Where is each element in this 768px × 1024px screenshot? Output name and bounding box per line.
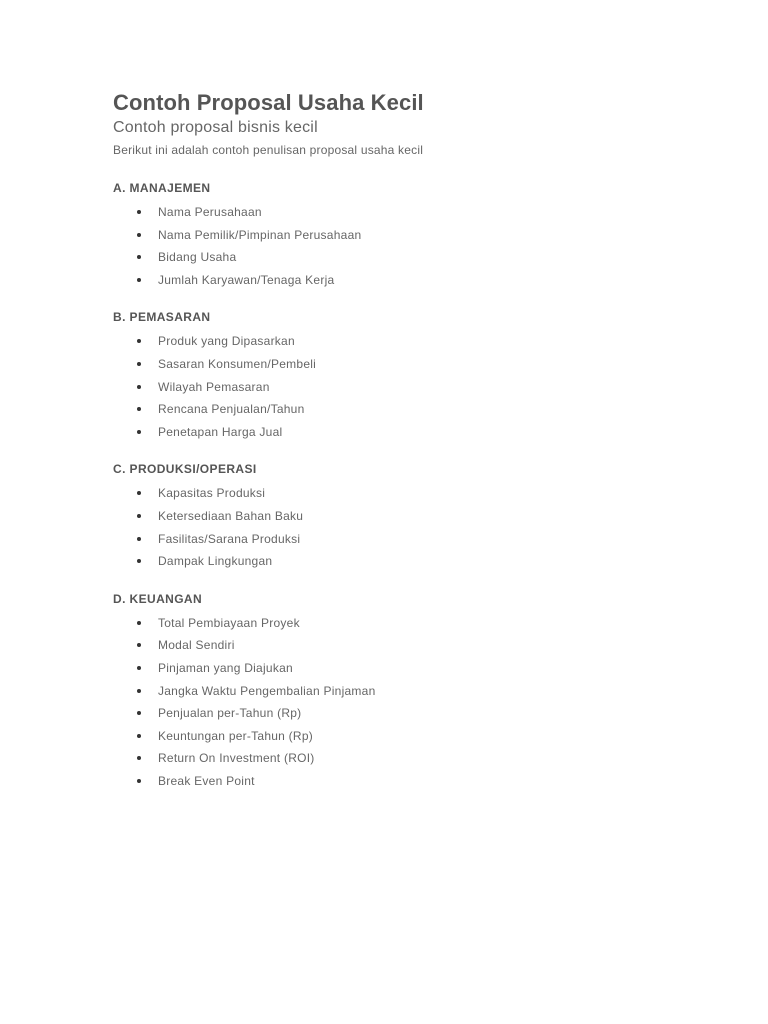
bullet-icon	[137, 210, 141, 214]
bullet-icon	[137, 362, 141, 366]
bullet-icon	[137, 407, 141, 411]
bullet-icon	[137, 430, 141, 434]
list-item-text: Kapasitas Produksi	[158, 486, 266, 501]
list-item	[113, 269, 733, 292]
bullet-icon	[137, 779, 141, 783]
list-item	[113, 421, 733, 444]
list-item-text: Nama Pemilik/Pimpinan Perusahaan	[158, 227, 362, 242]
bullet-icon	[137, 537, 141, 541]
bullet-icon	[137, 255, 141, 259]
section-heading: D. KEUANGAN	[113, 591, 203, 606]
bullet-icon	[137, 491, 141, 495]
section-list	[113, 482, 733, 572]
list-item	[113, 612, 733, 635]
bullet-icon	[137, 711, 141, 715]
bullet-icon	[137, 559, 141, 563]
list-item	[113, 398, 733, 421]
document-subtitle: Contoh proposal bisnis kecil	[113, 119, 318, 136]
bullet-icon	[137, 233, 141, 237]
section-list	[113, 612, 733, 793]
list-item-text: Total Pembiayaan Proyek	[158, 615, 300, 630]
list-item	[113, 330, 733, 353]
list-item	[113, 680, 733, 703]
list-item	[113, 505, 733, 528]
bullet-icon	[137, 278, 141, 282]
list-item-text: Fasilitas/Sarana Produksi	[158, 531, 301, 546]
list-item	[113, 528, 733, 551]
list-item-text: Bidang Usaha	[158, 250, 237, 265]
list-item-text: Nama Perusahaan	[158, 205, 262, 219]
list-item-text: Break Even Point	[158, 773, 255, 788]
list-item	[113, 482, 733, 505]
list-item	[113, 550, 733, 573]
section-pemasaran	[113, 309, 733, 443]
list-item	[113, 376, 733, 399]
section-heading: A. MANAJEMEN	[113, 181, 211, 195]
list-item	[113, 246, 733, 269]
bullet-icon	[137, 643, 141, 647]
list-item-text: Ketersediaan Bahan Baku	[158, 508, 304, 523]
list-item	[113, 725, 733, 748]
list-item-text: Produk yang Dipasarkan	[158, 334, 295, 349]
list-item	[113, 657, 733, 680]
bullet-icon	[137, 621, 141, 625]
bullet-icon	[137, 734, 141, 738]
list-item	[113, 224, 733, 247]
document-page	[113, 88, 733, 792]
bullet-icon	[137, 385, 141, 389]
list-item-text: Penetapan Harga Jual	[158, 424, 283, 439]
list-item	[113, 770, 733, 793]
list-item-text: Sasaran Konsumen/Pembeli	[158, 356, 317, 371]
bullet-icon	[137, 666, 141, 670]
list-item-text: Return On Investment (ROI)	[158, 751, 315, 766]
bullet-icon	[137, 514, 141, 518]
list-item-text: Rencana Penjualan/Tahun	[158, 402, 305, 417]
section-heading: B. PEMASARAN	[113, 310, 211, 325]
document-title: Contoh Proposal Usaha Kecil	[113, 90, 424, 115]
list-item-text: Keuntungan per-Tahun (Rp)	[158, 728, 314, 743]
document-intro: Berikut ini adalah contoh penulisan proposal usaha kecil	[113, 143, 424, 157]
list-item-text: Pinjaman yang Diajukan	[158, 660, 293, 675]
list-item-text: Penjualan per-Tahun (Rp)	[158, 706, 302, 721]
list-item	[113, 201, 733, 224]
list-item	[113, 353, 733, 376]
list-item	[113, 747, 733, 770]
section-produksi-operasi	[113, 461, 733, 572]
section-list	[113, 201, 733, 291]
list-item	[113, 634, 733, 657]
list-item	[113, 702, 733, 725]
list-item-text: Jumlah Karyawan/Tenaga Kerja	[158, 272, 335, 287]
list-item-text: Jangka Waktu Pengembalian Pinjaman	[158, 683, 376, 698]
section-list	[113, 330, 733, 443]
bullet-icon	[137, 756, 141, 760]
list-item-text: Modal Sendiri	[158, 638, 235, 653]
list-item-text: Wilayah Pemasaran	[158, 379, 270, 394]
bullet-icon	[137, 339, 141, 343]
section-manajemen	[113, 180, 733, 291]
section-heading: C. PRODUKSI/OPERASI	[113, 462, 257, 477]
bullet-icon	[137, 689, 141, 693]
section-keuangan	[113, 591, 733, 793]
list-item-text: Dampak Lingkungan	[158, 554, 273, 569]
